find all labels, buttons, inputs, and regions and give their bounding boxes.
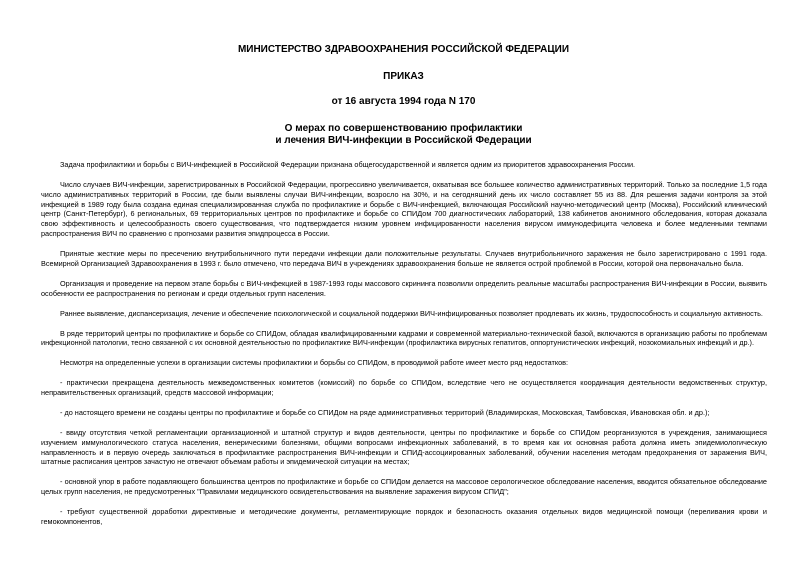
list-item: - основной упор в работе подавляющего большинства центров по профилактике и борьбе со СПИДом делается на массовое серологическое обследование населения, вводится обязательное обследование целых групп населения, не предусмотренных "Правилами медицинского освидетельствования на выявление заражения вирусом СПИД"; bbox=[41, 477, 767, 497]
order-date: от 16 августа 1994 года N 170 bbox=[331, 96, 476, 107]
paragraph: Раннее выявление, диспансеризация, лечение и обеспечение психологической и социальной поддержки ВИЧ-инфицированных позволяет продлевать их жизнь, трудоспособность и социальную активность. bbox=[60, 308, 763, 318]
subject-line-2: и лечения ВИЧ-инфекции в Российской Федерации bbox=[275, 135, 532, 146]
list-item: - требуют существенной доработки директивные и методические документы, регламентирующие порядок и безопасность оказания отдельных видов медицинской помощи (переливания крови и гемокомпонентов, bbox=[41, 507, 767, 526]
paragraph: Задача профилактики и борьбы с ВИЧ-инфекцией в Российской Федерации признана общегосударственной и является одним из приоритетов здравоохранения России. bbox=[60, 160, 636, 169]
list-item: - до настоящего времени не созданы центры по профилактике и борьбе со СПИДом на ряде административных территорий (Владимирская, Московская, Тамбовская, Ивановская обл. и др.); bbox=[60, 408, 710, 418]
paragraph: Принятые жесткие меры по пресечению внутрибольничного пути передачи инфекции дали положительные результаты. Случаев внутрибольничного заражения не было зарегистрировано с 1991 года. Всемирной Организацией Здравоохранения в 1993 г. было отмечено, что передача ВИЧ в учреждениях здравоохранения больше не является острой проблемой в России, которой она первоначально была. bbox=[41, 248, 767, 268]
order-subject bbox=[0, 123, 807, 147]
paragraph: Число случаев ВИЧ-инфекции, зарегистрированных в Российской Федерации, прогрессивно увеличивается, охватывая все большее количество административных территорий. Только за последние 1,5 года число административных территорий в России, где были выявлены случаи ВИЧ-инфекции, возросло на 30%, и на сегодняшний день их число составляет 55 из 88. Для решения задачи контроля за этой инфекцией в 1989 году была создана единая специализированная служба по профилактике и борьбе с ВИЧ-инфекцией, включающая Российский научно-методический центр (Москва), Российский клинический центр (Санкт-Петербург), 6 региональных, 69 территориальных центров по профилактике и борьбе со СПИДом 700 диагностических лабораторий, 138 кабинетов анонимного обследования, которая доказала свою эффективность и целесообразность своего существования, что подтверждается низким уровнем инфицированности населения вирусом иммунодефицита человека и более медленными темпами распространения ВИЧ по сравнению с прогнозами развития эпидпроцесса в России. bbox=[41, 179, 767, 238]
document-body bbox=[41, 160, 767, 537]
paragraph: Несмотря на определенные успехи в организации системы профилактики и борьбы со СПИДом, в проводимой работе имеет место ряд недостатков: bbox=[60, 358, 569, 368]
paragraph: В ряде территорий центры по профилактике и борьбе со СПИДом, обладая квалифицированными кадрами и современной материально-технической базой, включаются в организацию работы по проблемам инфекционной патологии, тесно связанной с их основной деятельностью по профилактике ВИЧ-инфекции (профилактика вирусных гепатитов, оппортунистических инфекций, нозокомиальных инфекций и др.). bbox=[41, 328, 767, 348]
paragraph: Организация и проведение на первом этапе борьбы с ВИЧ-инфекцией в 1987-1993 годы массового скрининга позволили определить реальные масштабы распространения ВИЧ-инфекции в России, выявить особенности ее распространения по регионам и среди отдельных групп населения. bbox=[41, 278, 767, 298]
list-item: - ввиду отсутствия четкой регламентации организационной и штатной структур и видов деятельности, центры по профилактике и борьбе со СПИДом реорганизуются в учреждения, занимающиеся изучением иммунологического статуса населения, венерическими болезнями, общими вопросами инфекционных заболеваний, в то время как их основная работа должна иметь эпидемиологическую направленность и в первую очередь заключаться в профилактике распространения ВИЧ-инфекции и СПИД-ассоциированных заболеваний, обучении населения методам предохранения от заражения ВИЧ, штатные расписания центров зачастую не отвечают объемам работы и эпидемической ситуации на местах; bbox=[41, 428, 767, 467]
list-item: - практически прекращена деятельность межведомственных комитетов (комиссий) по борьбе со СПИДом, вследствие чего не осуществляется координация деятельности ведомственных структур, неправительственных организаций, средств массовой информации; bbox=[41, 378, 767, 398]
ministry-title: МИНИСТЕРСТВО ЗДРАВООХРАНЕНИЯ РОССИЙСКОЙ ФЕДЕРАЦИИ bbox=[237, 44, 570, 55]
order-label: ПРИКАЗ bbox=[383, 71, 424, 82]
subject-line-1: О мерах по совершенствованию профилактики bbox=[284, 123, 523, 134]
